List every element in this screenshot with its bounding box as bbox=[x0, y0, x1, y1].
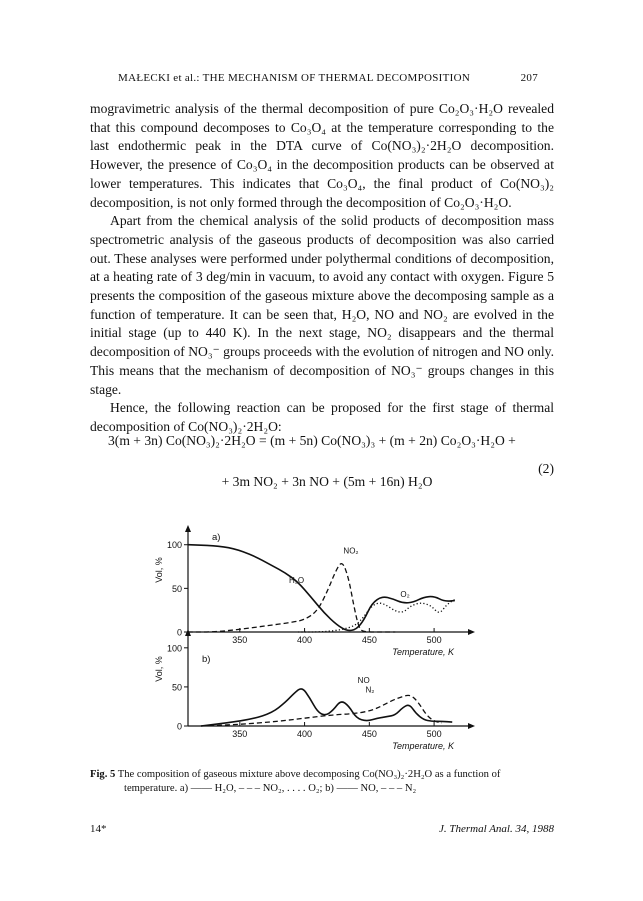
curve-label: NO bbox=[357, 676, 370, 685]
x-axis-arrow bbox=[468, 629, 475, 635]
y-tick-label: 50 bbox=[171, 583, 182, 594]
y-axis-label: Vol, % bbox=[154, 656, 164, 682]
x-tick-label: 350 bbox=[232, 729, 248, 739]
series-line-2 bbox=[188, 564, 395, 632]
equation-line-2 bbox=[90, 474, 554, 490]
series-line-3 bbox=[298, 599, 456, 632]
curve-label: H₂O bbox=[289, 576, 305, 586]
x-tick-label: 500 bbox=[426, 635, 442, 645]
journal-citation: J. Thermal Anal. 34, 1988 bbox=[439, 823, 554, 835]
x-axis-arrow bbox=[468, 723, 475, 729]
equation-number: (2) bbox=[538, 461, 554, 476]
x-axis-label: Temperature, K bbox=[392, 647, 454, 657]
figure-caption bbox=[90, 768, 560, 796]
equation-text-1: 3(m + 3n) Co(NO₃)₂·2H₂O = (m + 5n) Co(NO₃)₃ + (m + 2n) Co₂O₃·H₂O + bbox=[108, 433, 516, 448]
x-axis-label: Temperature, K bbox=[392, 741, 454, 751]
x-tick-label: 500 bbox=[426, 729, 442, 739]
curve-label: N₂ bbox=[365, 685, 375, 695]
panel-label: b) bbox=[202, 654, 211, 665]
paragraph-2: Apart from the chemical analysis of the solid products of decomposition mass spectrometric analysis of the gaseous products of decomposition was also carried out. These analyses were performed under polythermal conditions of decomposition, at a heating rate of 3 deg/min in vacuum, to avoid any contact with oxygen. Figure 5 presents the composition of the gaseous mixture above the decomposing sample as a function of temperature. It can be seen that, H₂O, NO and NO₂ are evolved in the initial stage (up to 440 K). In the next stage, NO₂ disappears and the thermal decomposition of NO₃⁻ groups proceeds with the evolution of nitrogen and NO only. This means that the mechanism of decomposition of NO₃⁻ groups changes in this stage. bbox=[90, 213, 554, 397]
page-number: 207 bbox=[520, 72, 538, 84]
caption-line-2: temperature. a) —— H₂O, – – – NO₂, . . . . O₂; b) —— NO, – – – N₂ bbox=[124, 783, 417, 794]
caption-lead: Fig. 5 bbox=[90, 769, 116, 780]
y-axis-arrow bbox=[185, 525, 191, 532]
y-axis-label: Vol, % bbox=[154, 557, 164, 583]
x-tick-label: 400 bbox=[297, 729, 313, 739]
curve-label: O₂ bbox=[400, 590, 410, 600]
footer-left: 14* bbox=[90, 823, 107, 835]
y-tick-label: 50 bbox=[171, 682, 182, 693]
series-line-1 bbox=[201, 689, 452, 726]
y-tick-label: 100 bbox=[166, 540, 182, 551]
x-tick-label: 450 bbox=[361, 729, 377, 739]
y-tick-label: 100 bbox=[166, 643, 182, 654]
equation-text-2: + 3m NO₂ + 3n NO + (5m + 16n) H₂O bbox=[221, 474, 433, 489]
y-tick-label: 0 bbox=[176, 721, 182, 732]
x-tick-label: 450 bbox=[361, 635, 377, 645]
x-tick-label: 400 bbox=[297, 635, 313, 645]
panel-a bbox=[154, 525, 475, 657]
paragraph-1: mogravimetric analysis of the thermal decomposition of pure Co₂O₃·H₂O revealed that this compound decomposes to Co₃O₄ at the temperature corresponding to the last endothermic peak in the DTA curve of Co(NO₃)₂·2H₂O decomposition. However, the presence of Co₃O₄ in the decomposition products can be observed at lower temperatures. This indicates that Co₃O₄, the final product of Co(NO₃)₂ decomposition, is not only formed through the decomposition of Co₂O₃·H₂O. bbox=[90, 101, 554, 210]
x-tick-label: 350 bbox=[232, 635, 248, 645]
figure-5 bbox=[148, 522, 478, 758]
body-text bbox=[90, 100, 554, 437]
y-tick-label: 0 bbox=[176, 627, 182, 638]
running-title: MAŁECKI et al.: THE MECHANISM OF THERMAL DECOMPOSITION bbox=[118, 72, 471, 84]
panel-label: a) bbox=[212, 532, 221, 543]
paragraph-3: Hence, the following reaction can be proposed for the first stage of thermal decomposition of Co(NO₃)₂·2H₂O: bbox=[90, 400, 554, 434]
caption-line-1: The composition of gaseous mixture above decomposing Co(NO₃)₂·2H₂O as a function of bbox=[117, 769, 501, 780]
curve-label: NO₂ bbox=[343, 546, 359, 556]
series-line-1 bbox=[188, 545, 455, 631]
